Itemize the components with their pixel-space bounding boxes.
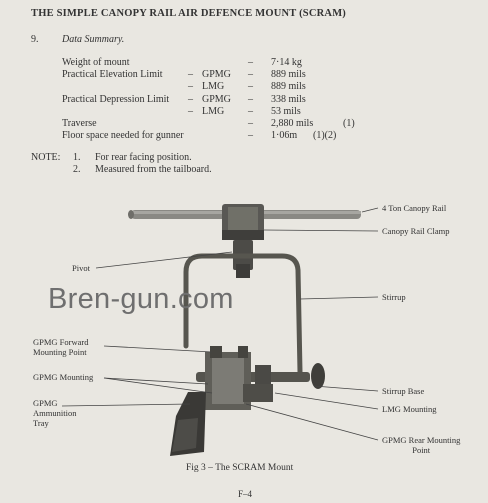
- row-weapon: LMG: [202, 81, 225, 92]
- row-dash: –: [248, 69, 253, 80]
- label-line: Point: [412, 444, 431, 455]
- row-dash: –: [248, 118, 253, 129]
- figure-caption: Fig 3 – The SCRAM Mount: [186, 463, 294, 473]
- label-gpmg-rear-mounting-point: [382, 436, 460, 456]
- row-weapon: GPMG: [202, 69, 231, 80]
- page-heading: THE SIMPLE CANOPY RAIL AIR DEFENCE MOUNT (SCRAM): [31, 8, 346, 19]
- label-canopy-rail: 4 Ton Canopy Rail: [382, 203, 447, 213]
- pivot: [233, 240, 253, 278]
- ammunition-tray: [170, 392, 206, 456]
- row-label: Traverse: [62, 118, 97, 129]
- label-line: Mounting Point: [33, 346, 87, 357]
- row-value: 338 mils: [271, 94, 306, 105]
- row-value: 7·14 kg: [271, 57, 302, 68]
- row-note: (1)(2): [313, 130, 337, 141]
- row-label: Practical Elevation Limit: [62, 69, 163, 80]
- page-number: F–4: [238, 489, 253, 499]
- row-dash: –: [248, 130, 253, 141]
- note-number: 2.: [73, 164, 81, 175]
- row-dash: –: [248, 81, 253, 92]
- label-line: GPMG: [33, 398, 58, 408]
- label-line: Ammunition: [33, 407, 77, 418]
- row-value: 53 mils: [271, 106, 301, 117]
- label-line: GPMG Forward: [33, 337, 89, 347]
- lmg-mounting: [243, 384, 273, 402]
- label-gpmg-forward-mounting-point: [33, 338, 89, 358]
- row-dash: –: [188, 81, 193, 92]
- section-title: Data Summary.: [62, 34, 125, 45]
- row-dash: –: [188, 106, 193, 117]
- watermark: Bren-gun.com: [48, 283, 234, 315]
- row-value: 1·06m: [271, 130, 298, 141]
- section-number: 9.: [31, 34, 39, 45]
- row-value: 2,880 mils: [271, 118, 314, 129]
- row-value: 889 mils: [271, 81, 306, 92]
- row-dash: –: [248, 94, 253, 105]
- label-lmg-mounting: LMG Mounting: [382, 404, 437, 414]
- label-stirrup: Stirrup: [382, 292, 406, 302]
- row-note: (1): [343, 118, 355, 129]
- note-text: Measured from the tailboard.: [95, 164, 212, 175]
- row-dash: –: [188, 94, 193, 105]
- row-dash: –: [248, 57, 253, 68]
- label-line: Tray: [33, 417, 49, 428]
- row-label: Weight of mount: [62, 57, 130, 68]
- canopy-rail-clamp: [222, 204, 264, 240]
- row-value: 889 mils: [271, 69, 306, 80]
- label-line: GPMG Rear Mounting: [382, 435, 461, 445]
- row-dash: –: [188, 69, 193, 80]
- label-stirrup-base: Stirrup Base: [382, 386, 425, 396]
- row-label: Practical Depression Limit: [62, 94, 170, 105]
- label-canopy-rail-clamp: Canopy Rail Clamp: [382, 226, 450, 236]
- notes-heading: NOTE:: [31, 152, 61, 163]
- note-text: For rear facing position.: [95, 152, 192, 163]
- label-gpmg-ammunition-tray: [33, 399, 76, 428]
- note-number: 1.: [73, 152, 81, 163]
- row-label: Floor space needed for gunner: [62, 130, 184, 141]
- row-weapon: LMG: [202, 106, 225, 117]
- row-weapon: GPMG: [202, 94, 231, 105]
- label-gpmg-mounting: GPMG Mounting: [33, 372, 94, 382]
- label-pivot: Pivot: [72, 263, 90, 273]
- row-dash: –: [248, 106, 253, 117]
